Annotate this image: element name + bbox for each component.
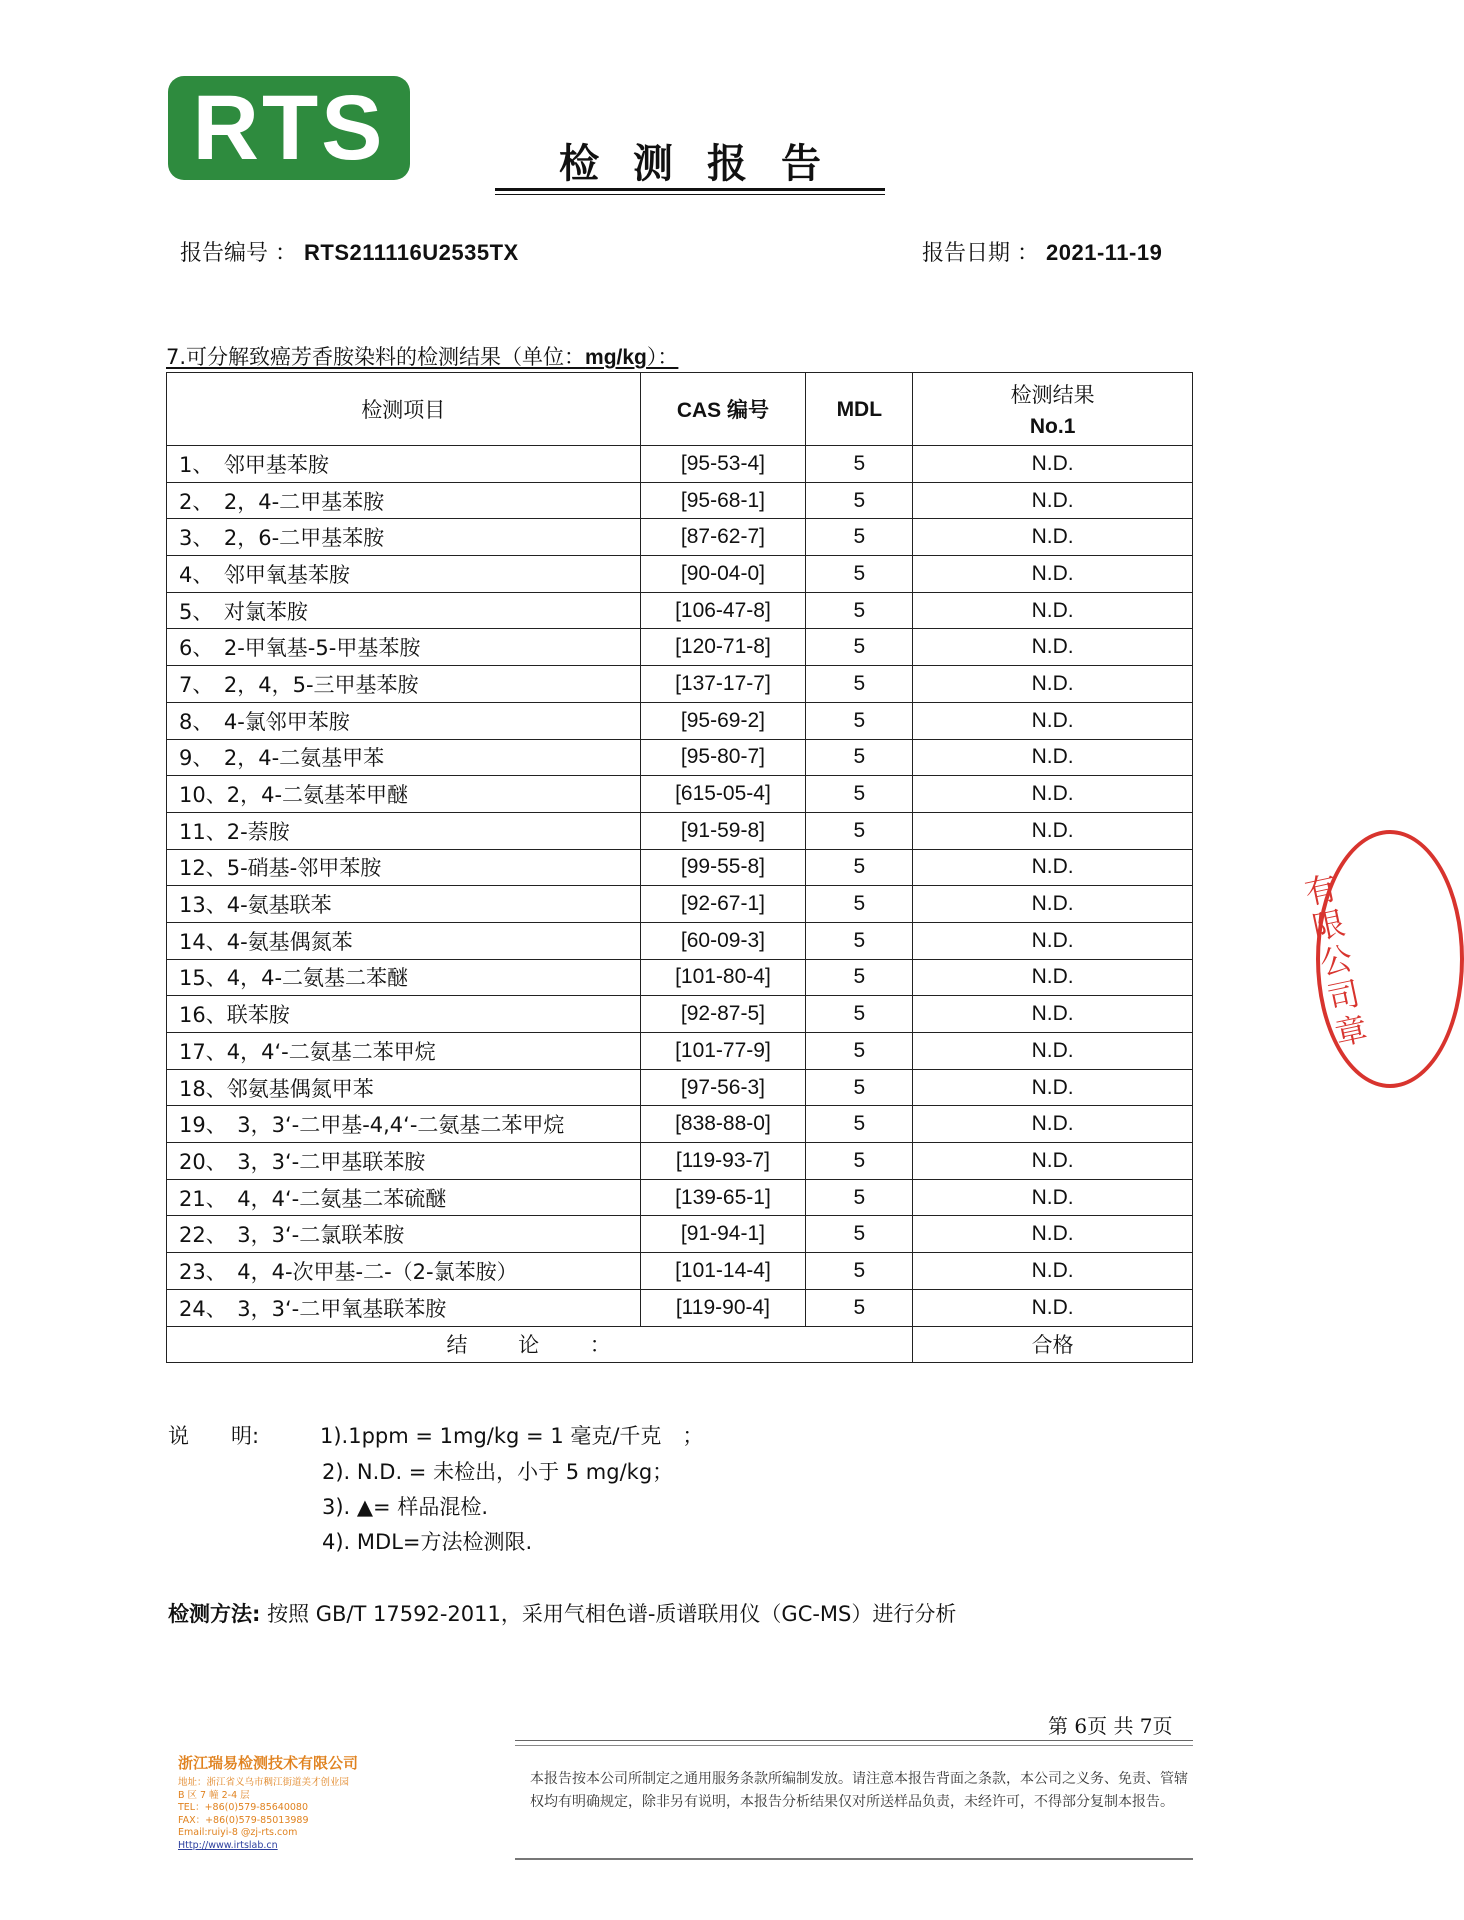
cell-cas: [95-69-2] [640, 702, 806, 739]
cell-result: N.D. [913, 922, 1193, 959]
cell-cas: [92-87-5] [640, 996, 806, 1033]
cell-cas: [101-14-4] [640, 1253, 806, 1290]
company-address-2: B 区 7 幢 2-4 层 [178, 1789, 250, 1801]
cell-mdl: 5 [806, 849, 913, 886]
table-row [167, 812, 1193, 849]
table-row [167, 1179, 1193, 1216]
cell-cas: [101-80-4] [640, 959, 806, 996]
company-email: Email:ruiyi-8 @zj-rts.com [178, 1827, 298, 1838]
cell-item: 2、 2，4-二甲基苯胺 [167, 482, 641, 519]
cell-mdl: 5 [806, 1289, 913, 1326]
cell-item: 5、 对氯苯胺 [167, 592, 641, 629]
header-mdl [806, 373, 913, 446]
cell-item: 3、 2，6-二甲基苯胺 [167, 519, 641, 556]
header-result-line2: No.1 [1029, 415, 1076, 438]
table-row [167, 1253, 1193, 1290]
section-title-prefix: 7.可分解致癌芳香胺染料的检测结果（单位： [166, 345, 586, 369]
conclusion-label-text: 结 论 ： [446, 1333, 633, 1358]
table-row [167, 519, 1193, 556]
title-underline [495, 188, 885, 191]
cell-item: 15、4，4-二氨基二苯醚 [167, 959, 641, 996]
cell-cas: [120-71-8] [640, 629, 806, 666]
cell-item: 7、 2，4，5-三甲基苯胺 [167, 666, 641, 703]
cell-mdl: 5 [806, 1033, 913, 1070]
cell-result: N.D. [913, 1289, 1193, 1326]
test-method-text: 按照 GB/T 17592-2011，采用气相色谱-质谱联用仪（GC-MS）进行分析 [260, 1602, 957, 1626]
cell-mdl: 5 [806, 482, 913, 519]
table-row [167, 959, 1193, 996]
cell-result: N.D. [913, 702, 1193, 739]
cell-mdl: 5 [806, 519, 913, 556]
cell-cas: [106-47-8] [640, 592, 806, 629]
results-table [166, 372, 1193, 1363]
table-row [167, 1069, 1193, 1106]
cell-item: 22、 3，3‘-二氯联苯胺 [167, 1216, 641, 1253]
cell-cas: [119-90-4] [640, 1289, 806, 1326]
cell-result: N.D. [913, 776, 1193, 813]
table-row [167, 886, 1193, 923]
table-row [167, 702, 1193, 739]
section-title [166, 341, 678, 371]
cell-result: N.D. [913, 959, 1193, 996]
report-title: 检测报告 [559, 140, 855, 187]
footer-bottom-rule [515, 1858, 1193, 1860]
cell-item: 6、 2-甲氧基-5-甲基苯胺 [167, 629, 641, 666]
cell-cas: [92-67-1] [640, 886, 806, 923]
cell-result: N.D. [913, 592, 1193, 629]
cell-result: N.D. [913, 629, 1193, 666]
cell-mdl: 5 [806, 739, 913, 776]
header-result [913, 373, 1193, 446]
cell-result: N.D. [913, 1216, 1193, 1253]
note-line: 2). N.D. = 未检出，小于 5 mg/kg； [322, 1460, 674, 1484]
cell-cas: [139-65-1] [640, 1179, 806, 1216]
cell-result: N.D. [913, 996, 1193, 1033]
note-line: 1).1ppm = 1mg/kg = 1 毫克/千克 ； [320, 1424, 704, 1448]
cell-cas: [60-09-3] [640, 922, 806, 959]
cell-result: N.D. [913, 446, 1193, 483]
cell-result: N.D. [913, 1179, 1193, 1216]
cell-item: 1、 邻甲基苯胺 [167, 446, 641, 483]
table-row [167, 1106, 1193, 1143]
table-row [167, 1143, 1193, 1180]
cell-mdl: 5 [806, 1253, 913, 1290]
report-number-label: 报告编号 ： [180, 241, 297, 266]
cell-item: 21、 4，4‘-二氨基二苯硫醚 [167, 1179, 641, 1216]
company-info [178, 1752, 358, 1852]
section-title-suffix: ）： [646, 345, 679, 369]
company-name: 浙江瑞易检测技术有限公司 [178, 1754, 359, 1772]
cell-cas: [838-88-0] [640, 1106, 806, 1143]
table-row [167, 996, 1193, 1033]
conclusion-label [167, 1326, 913, 1363]
footer-rule [515, 1740, 1193, 1741]
cell-item: 19、 3，3‘-二甲基-4,4‘-二氨基二苯甲烷 [167, 1106, 641, 1143]
header-cas [640, 373, 806, 446]
cell-item: 16、联苯胺 [167, 996, 641, 1033]
cell-mdl: 5 [806, 1216, 913, 1253]
cell-item: 8、 4-氯邻甲苯胺 [167, 702, 641, 739]
cell-item: 12、5-硝基-邻甲苯胺 [167, 849, 641, 886]
cell-cas: [91-94-1] [640, 1216, 806, 1253]
header-item: 检测项目 [167, 373, 641, 446]
cell-result: N.D. [913, 482, 1193, 519]
rts-logo [168, 76, 410, 180]
table-row [167, 482, 1193, 519]
cell-cas: [90-04-0] [640, 556, 806, 593]
cell-mdl: 5 [806, 592, 913, 629]
table-row [167, 1033, 1193, 1070]
cell-mdl: 5 [806, 1069, 913, 1106]
cell-result: N.D. [913, 812, 1193, 849]
cell-cas: [97-56-3] [640, 1069, 806, 1106]
cell-result: N.D. [913, 886, 1193, 923]
table-row [167, 446, 1193, 483]
cell-cas: [99-55-8] [640, 849, 806, 886]
conclusion-row [167, 1326, 1193, 1363]
note-line: 4). MDL=方法检测限. [322, 1530, 533, 1554]
header-mdl-text: MDL [836, 397, 883, 421]
cell-mdl: 5 [806, 922, 913, 959]
cell-mdl: 5 [806, 666, 913, 703]
cell-mdl: 5 [806, 446, 913, 483]
cell-mdl: 5 [806, 556, 913, 593]
header-result-line1: 检测结果 [1010, 383, 1095, 407]
cell-cas: [87-62-7] [640, 519, 806, 556]
logo-text: RTS [192, 77, 386, 179]
cell-mdl: 5 [806, 812, 913, 849]
cell-result: N.D. [913, 556, 1193, 593]
cell-item: 13、4-氨基联苯 [167, 886, 641, 923]
cell-item: 14、4-氨基偶氮苯 [167, 922, 641, 959]
cell-mdl: 5 [806, 1143, 913, 1180]
cell-result: N.D. [913, 666, 1193, 703]
company-website-link[interactable]: Http://www.irtslab.cn [178, 1839, 278, 1851]
cell-mdl: 5 [806, 1179, 913, 1216]
notes-label: 说 明: [168, 1424, 260, 1448]
cell-result: N.D. [913, 849, 1193, 886]
table-row [167, 739, 1193, 776]
cell-result: N.D. [913, 1033, 1193, 1070]
cell-cas: [91-59-8] [640, 812, 806, 849]
company-fax: FAX：+86(0)579-85013989 [178, 1814, 309, 1826]
disclaimer: 本报告按本公司所制定之通用服务条款所编制发放。请注意本报告背面之条款，本公司之义务、免责、管辖权均有明确规定，除非另有说明，本报告分析结果仅对所送样品负责，未经许可，不得部分复制本报告。 [530, 1771, 1188, 1810]
table-row [167, 776, 1193, 813]
cell-cas: [95-68-1] [640, 482, 806, 519]
cell-mdl: 5 [806, 996, 913, 1033]
cell-item: 9、 2，4-二氨基甲苯 [167, 739, 641, 776]
cell-cas: [615-05-4] [640, 776, 806, 813]
title-underline-thin [495, 194, 885, 195]
page-number: 第 6页 共 7页 [1048, 1714, 1173, 1738]
cell-mdl: 5 [806, 886, 913, 923]
cell-result: N.D. [913, 519, 1193, 556]
report-date-value: 2021-11-19 [1046, 240, 1163, 265]
cell-result: N.D. [913, 1143, 1193, 1180]
table-row [167, 849, 1193, 886]
table-row [167, 629, 1193, 666]
cell-result: N.D. [913, 1106, 1193, 1143]
header-cas-text: CAS 编号 [676, 399, 770, 422]
section-title-unit: mg/kg [585, 346, 647, 369]
cell-cas: [101-77-9] [640, 1033, 806, 1070]
table-row [167, 922, 1193, 959]
cell-mdl: 5 [806, 702, 913, 739]
cell-item: 17、4，4‘-二氨基二苯甲烷 [167, 1033, 641, 1070]
footer-rule-thin [515, 1745, 1193, 1746]
cell-result: N.D. [913, 1253, 1193, 1290]
cell-result: N.D. [913, 739, 1193, 776]
table-row [167, 592, 1193, 629]
table-row [167, 1289, 1193, 1326]
test-method [168, 1598, 956, 1628]
report-number [180, 236, 519, 267]
company-seal-text: 有限公司章 [1301, 868, 1371, 1054]
table-row [167, 666, 1193, 703]
cell-item: 24、 3，3‘-二甲氧基联苯胺 [167, 1289, 641, 1326]
cell-item: 11、2-萘胺 [167, 812, 641, 849]
cell-item: 18、邻氨基偶氮甲苯 [167, 1069, 641, 1106]
cell-cas: [95-80-7] [640, 739, 806, 776]
cell-cas: [95-53-4] [640, 446, 806, 483]
report-date [922, 236, 1162, 267]
cell-item: 4、 邻甲氧基苯胺 [167, 556, 641, 593]
table-header-row [167, 373, 1193, 446]
conclusion-value: 合格 [913, 1326, 1193, 1363]
cell-mdl: 5 [806, 1106, 913, 1143]
cell-cas: [137-17-7] [640, 666, 806, 703]
cell-item: 20、 3，3‘-二甲基联苯胺 [167, 1143, 641, 1180]
cell-item: 10、2，4-二氨基苯甲醚 [167, 776, 641, 813]
report-number-value: RTS211116U2535TX [304, 240, 519, 265]
cell-mdl: 5 [806, 959, 913, 996]
company-address: 地址：浙江省义乌市稠江街道美才创业园 [178, 1777, 350, 1788]
cell-mdl: 5 [806, 629, 913, 666]
note-line: 3). ▲= 样品混检. [322, 1495, 489, 1519]
cell-cas: [119-93-7] [640, 1143, 806, 1180]
table-row [167, 556, 1193, 593]
cell-result: N.D. [913, 1069, 1193, 1106]
test-method-label: 检测方法: [168, 1602, 261, 1626]
table-row [167, 1216, 1193, 1253]
cell-item: 23、 4，4-次甲基-二-（2-氯苯胺） [167, 1253, 641, 1290]
company-tel: TEL：+86(0)579-85640080 [178, 1802, 309, 1813]
cell-mdl: 5 [806, 776, 913, 813]
report-date-label: 报告日期 ： [922, 241, 1039, 266]
